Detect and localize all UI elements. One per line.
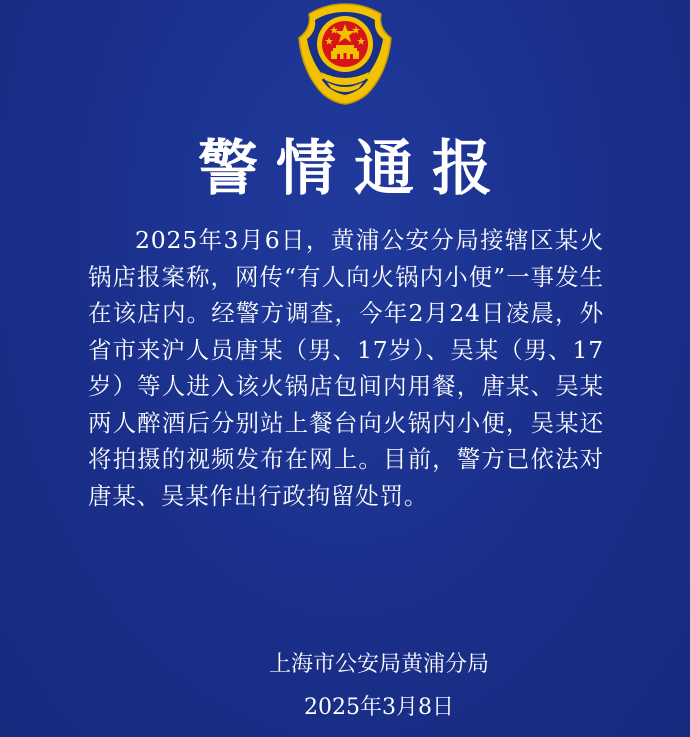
issue-date: 2025年3月8日 xyxy=(304,695,454,720)
issuer-name: 上海市公安局黄浦分局 xyxy=(268,652,489,677)
notice-body: 2025年3月6日，黄浦公安分局接辖区某火锅店报案称，网传“有人向火锅内小便”一事发生在该店内。经警方调查，今年2月24日凌晨，外省市来沪人员唐某（男、17岁）、吴某（男、17岁）等人进入该火锅店包间内用餐，唐某、吴某两人醉酒后分别站上餐台向火锅内小便，吴某还将拍摄的视频发布在网上。目前，警方已依法对唐某、吴某作出行政拘留处罚。 xyxy=(88,226,604,510)
police-emblem-icon xyxy=(291,2,399,106)
notice-title: 警情通报 xyxy=(198,134,510,204)
